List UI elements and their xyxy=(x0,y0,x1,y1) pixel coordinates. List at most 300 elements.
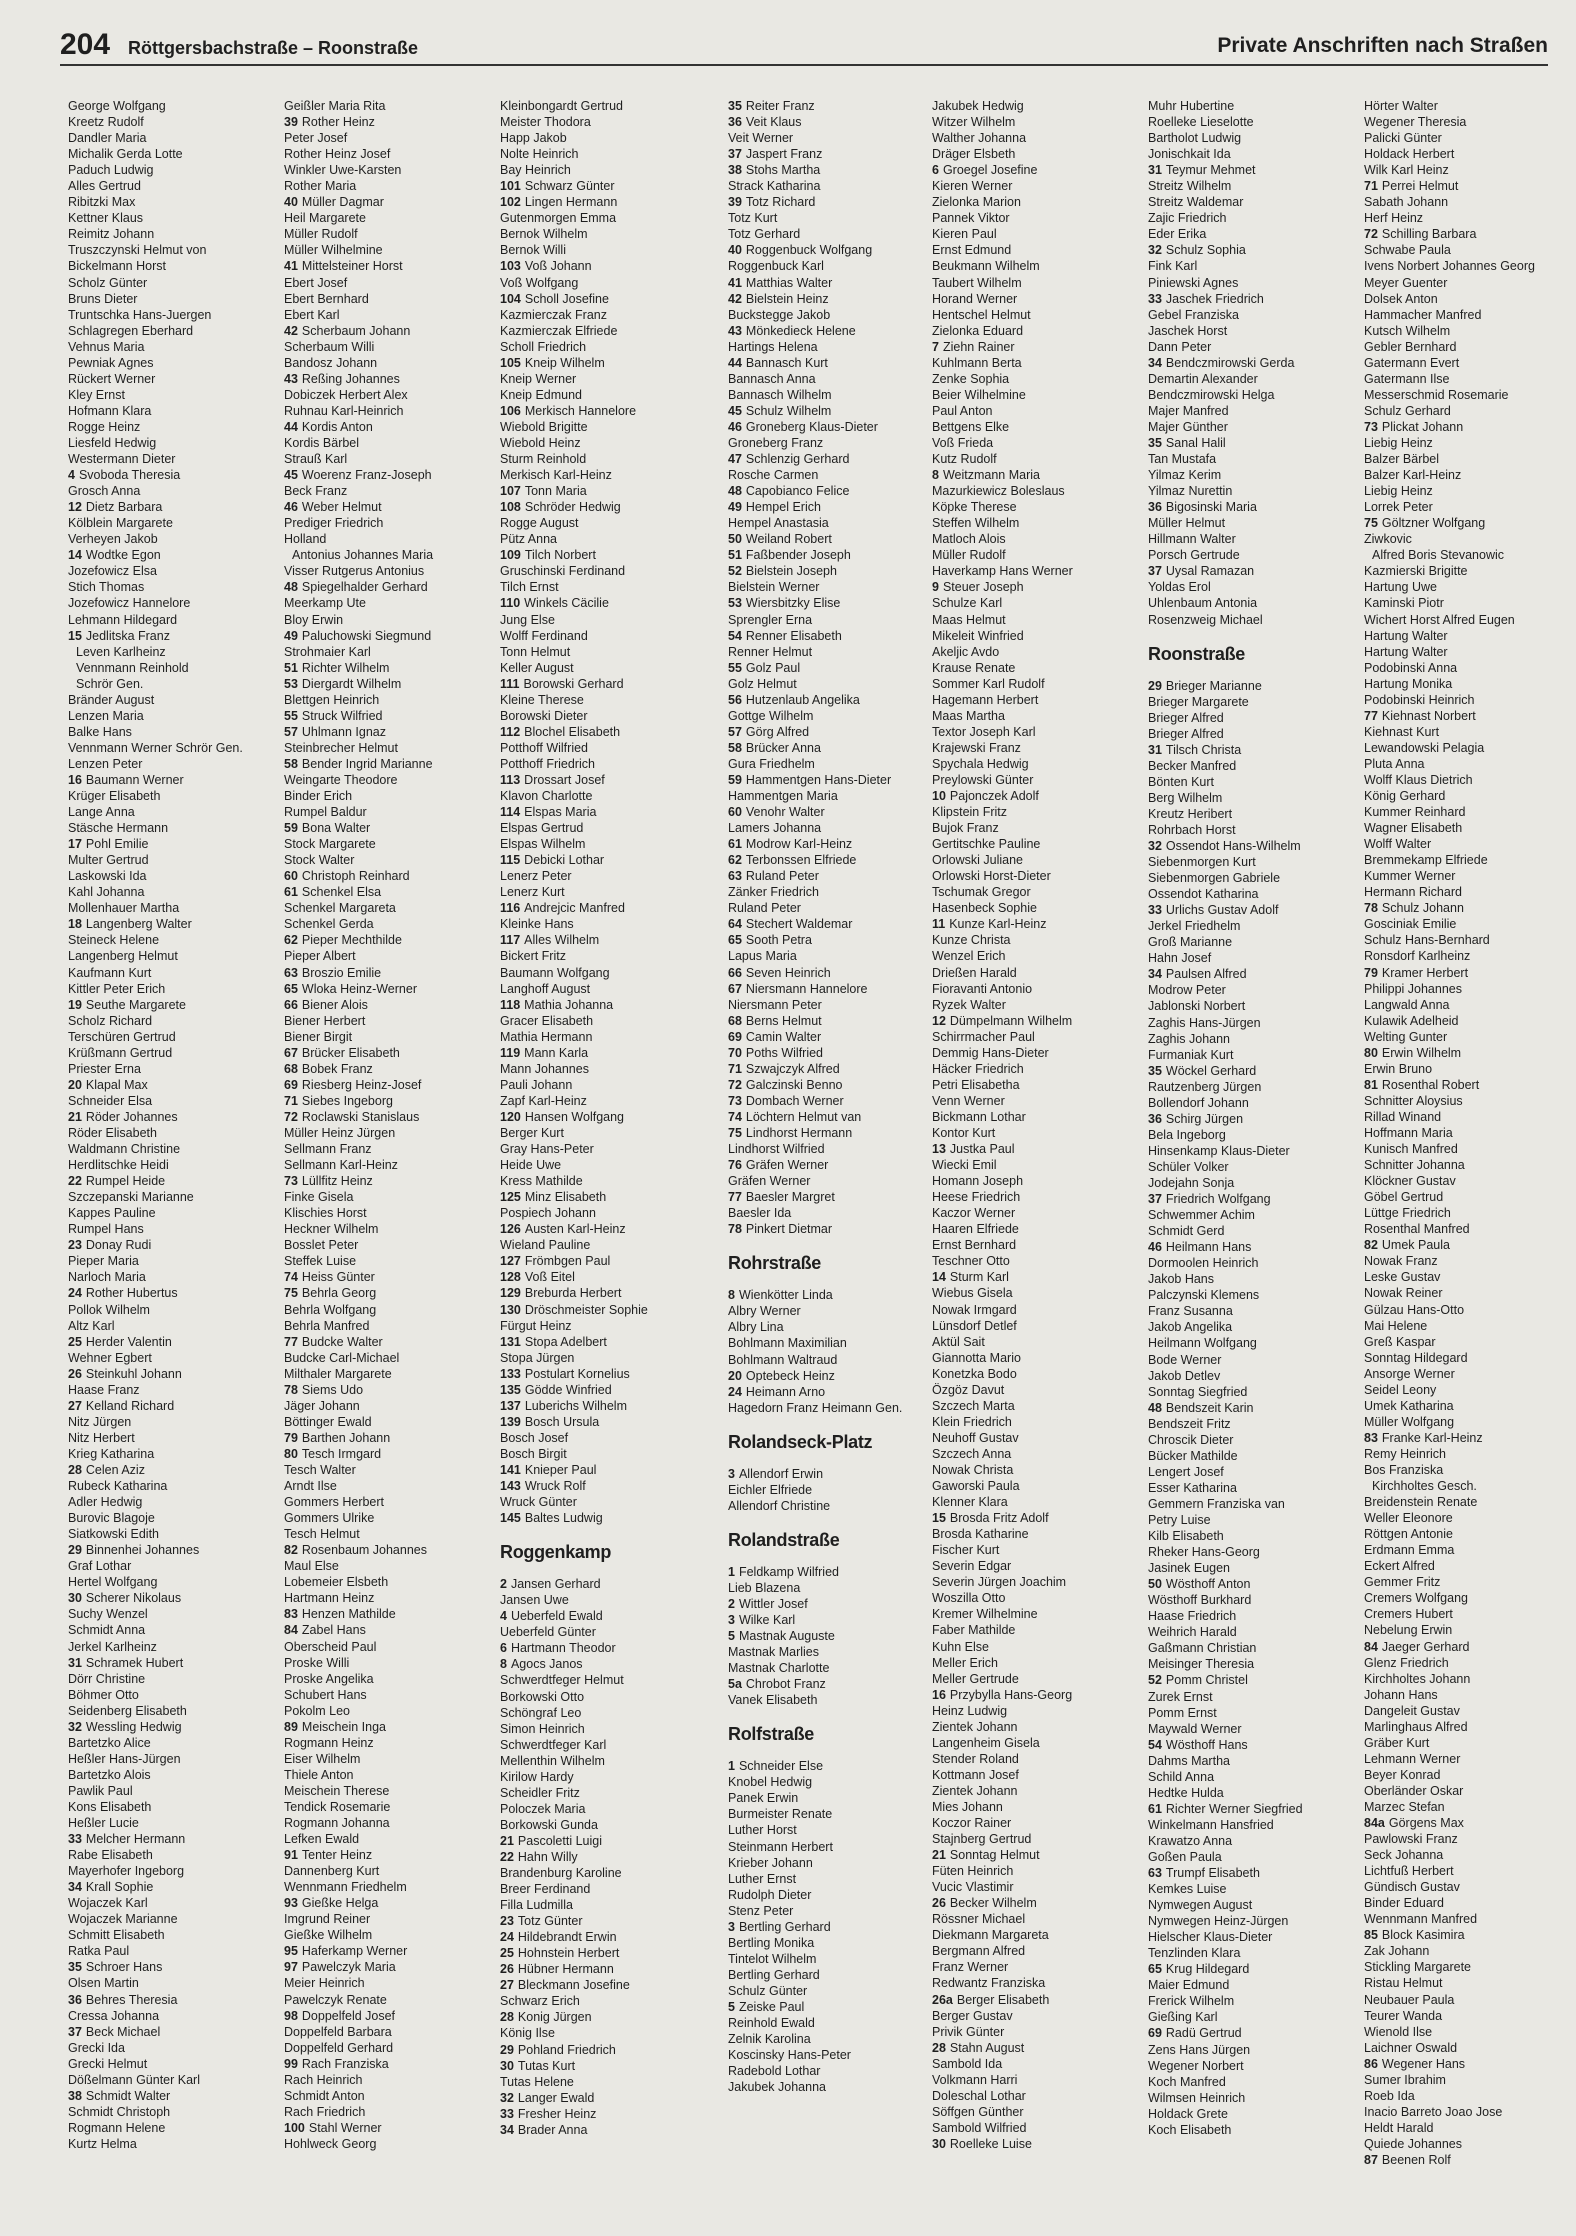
directory-entry xyxy=(68,323,273,339)
directory-entry xyxy=(284,1045,489,1061)
resident-name: Hartung Walter xyxy=(1364,628,1448,643)
directory-entry xyxy=(68,692,273,708)
directory-entry xyxy=(932,1109,1137,1125)
house-number: 48 xyxy=(284,580,298,595)
house-number: 98 xyxy=(284,2008,298,2023)
house-number: 83 xyxy=(1364,1430,1378,1445)
directory-entry xyxy=(1148,210,1353,226)
house-number: 29 xyxy=(1148,678,1162,693)
resident-name: Panek Erwin xyxy=(728,1791,799,1806)
directory-entry xyxy=(1364,1462,1569,1478)
resident-name: Voß Frieda xyxy=(932,435,994,450)
resident-name: Sprengler Erna xyxy=(728,612,813,627)
house-number: 52 xyxy=(1148,1673,1162,1688)
resident-name: Gottge Wilhelm xyxy=(728,708,814,723)
resident-name: Richter Werner Siegfried xyxy=(1165,1801,1303,1816)
resident-name: Spiegelhalder Gerhard xyxy=(301,580,428,595)
directory-entry xyxy=(284,1783,489,1799)
directory-entry xyxy=(68,2120,273,2136)
directory-entry xyxy=(68,1061,273,1077)
resident-name: Lüttge Friedrich xyxy=(1364,1206,1451,1221)
resident-name: Zientek Johann xyxy=(932,1719,1018,1734)
house-number: 82 xyxy=(1364,1238,1378,1253)
house-number: 101 xyxy=(500,179,521,194)
directory-entry xyxy=(728,676,933,692)
directory-entry xyxy=(728,1935,933,1951)
directory-entry xyxy=(1148,146,1353,162)
directory-entry xyxy=(500,162,705,178)
resident-name: Bloy Erwin xyxy=(284,612,344,627)
resident-name: Langer Ewald xyxy=(517,2090,595,2105)
resident-name: Kreutz Heribert xyxy=(1148,806,1233,821)
directory-entry xyxy=(1148,483,1353,499)
resident-name: Wiebold Brigitte xyxy=(500,419,588,434)
directory-entry xyxy=(68,1269,273,1285)
house-number: 111 xyxy=(500,676,520,691)
directory-entry xyxy=(728,1676,933,1692)
resident-name: Philippi Johannes xyxy=(1364,981,1462,996)
directory-entry xyxy=(1148,291,1353,307)
resident-name: Hoffmann Maria xyxy=(1364,1126,1453,1140)
directory-entry xyxy=(68,1895,273,1911)
directory-entry xyxy=(932,1911,1137,1927)
resident-name: Behres Theresia xyxy=(85,1992,178,2007)
directory-entry xyxy=(1364,1366,1569,1382)
directory-entry xyxy=(728,467,933,483)
resident-name: Herder Valentin xyxy=(85,1334,172,1349)
directory-entry xyxy=(932,1847,1137,1863)
house-number: 141 xyxy=(500,1462,521,1477)
house-number: 73 xyxy=(728,1093,742,1108)
directory-entry xyxy=(284,162,489,178)
resident-name: Luther Horst xyxy=(728,1823,797,1838)
resident-name: Borkowski Otto xyxy=(500,1689,585,1704)
resident-name: Heßler Lucie xyxy=(68,1816,139,1831)
resident-name: Greß Kaspar xyxy=(1364,1334,1436,1349)
resident-name: Frömbgen Paul xyxy=(524,1254,611,1269)
house-number: 32 xyxy=(1148,243,1162,258)
directory-entry xyxy=(284,1462,489,1478)
directory-entry xyxy=(284,419,489,435)
house-number: 77 xyxy=(728,1190,742,1205)
directory-entry xyxy=(1148,595,1353,611)
resident-name: Kleinke Hans xyxy=(500,917,574,932)
directory-entry xyxy=(284,1831,489,1847)
directory-entry xyxy=(284,1077,489,1093)
directory-entry xyxy=(1364,1863,1569,1879)
directory-entry xyxy=(728,836,933,852)
resident-name: Demmig Hans-Dieter xyxy=(932,1045,1049,1060)
directory-entry xyxy=(500,275,705,291)
house-number: 58 xyxy=(284,756,298,771)
resident-name: Esser Katharina xyxy=(1148,1480,1237,1495)
directory-entry xyxy=(1148,1287,1353,1303)
resident-name: Modrow Karl-Heinz xyxy=(745,837,853,852)
directory-entry xyxy=(728,1855,933,1871)
resident-name: Meischein Inga xyxy=(301,1719,386,1734)
directory-entry xyxy=(728,788,933,804)
directory-entry xyxy=(1148,1496,1353,1512)
directory-entry xyxy=(1364,2104,1569,2120)
resident-name: Haaren Elfriede xyxy=(932,1222,1019,1237)
directory-entry xyxy=(932,1430,1137,1446)
resident-name: Schenkel Margareta xyxy=(284,901,396,916)
resident-name: Hammentgen Maria xyxy=(728,789,838,804)
house-number: 32 xyxy=(68,1719,82,1734)
resident-name: Galczinski Benno xyxy=(745,1077,843,1092)
house-number: 13 xyxy=(932,1142,946,1157)
house-number: 97 xyxy=(284,1960,298,1975)
directory-entry xyxy=(1364,1687,1569,1703)
resident-name: Groneberg Klaus-Dieter xyxy=(745,419,878,434)
resident-name: Lehmann Hildegard xyxy=(68,612,178,627)
resident-name: Stenz Peter xyxy=(728,1903,794,1918)
resident-name: Homann Joseph xyxy=(932,1174,1024,1189)
directory-entry xyxy=(500,1656,705,1672)
resident-name: Faber Mathilde xyxy=(932,1623,1016,1638)
directory-entry xyxy=(932,1302,1137,1318)
directory-entry xyxy=(932,1992,1137,2008)
directory-entry xyxy=(1148,1480,1353,1496)
resident-name: Kummer Reinhard xyxy=(1364,805,1466,820)
directory-entry xyxy=(68,1157,273,1173)
directory-entry xyxy=(500,2122,705,2138)
directory-entry xyxy=(728,1157,933,1173)
directory-entry xyxy=(932,1526,1137,1542)
house-number: 15 xyxy=(68,628,82,643)
resident-name: Schöngraf Leo xyxy=(500,1705,582,1720)
resident-name: Geißler Maria Rita xyxy=(284,99,386,113)
directory-entry xyxy=(728,547,933,563)
directory-entry xyxy=(728,2063,933,2079)
directory-entry xyxy=(1364,114,1569,130)
resident-name: Ruland Peter xyxy=(728,901,801,916)
house-number: 47 xyxy=(728,452,742,467)
directory-entry xyxy=(728,756,933,772)
directory-entry xyxy=(284,1992,489,2008)
resident-name: Gray Hans-Peter xyxy=(500,1142,594,1157)
directory-entry xyxy=(1148,307,1353,323)
directory-entry xyxy=(68,258,273,274)
directory-entry xyxy=(932,612,1137,628)
directory-entry xyxy=(500,258,705,274)
directory-entry xyxy=(284,724,489,740)
resident-name: Paul Anton xyxy=(932,403,993,418)
directory-entry xyxy=(932,2104,1137,2120)
resident-name: Seuthe Margarete xyxy=(85,997,186,1012)
directory-entry xyxy=(1148,1689,1353,1705)
directory-entry xyxy=(932,852,1137,868)
directory-entry xyxy=(500,965,705,981)
directory-entry xyxy=(1148,387,1353,403)
house-number: 119 xyxy=(500,1045,521,1060)
house-number: 12 xyxy=(68,500,82,515)
directory-entry xyxy=(932,1494,1137,1510)
resident-name: Scholz Günter xyxy=(68,275,148,290)
resident-name: Berns Helmut xyxy=(745,1013,822,1028)
resident-name: Lengert Josef xyxy=(1148,1464,1224,1479)
directory-entry xyxy=(500,467,705,483)
resident-name: Schirg Jürgen xyxy=(1165,1111,1244,1126)
resident-name: Kettner Klaus xyxy=(68,211,144,226)
house-number: 78 xyxy=(284,1382,298,1397)
resident-name: Jakob Angelika xyxy=(1148,1320,1233,1335)
resident-name: Albry Werner xyxy=(728,1304,801,1319)
resident-name: Porsch Gertrude xyxy=(1148,548,1240,563)
resident-name: Totz Günter xyxy=(517,1914,583,1929)
resident-name: Schlenzig Gerhard xyxy=(745,452,850,467)
directory-entry xyxy=(932,1269,1137,1285)
house-number: 91 xyxy=(284,1848,298,1863)
resident-name: Kilb Elisabeth xyxy=(1148,1529,1224,1544)
directory-entry xyxy=(1364,579,1569,595)
directory-entry xyxy=(1364,1029,1569,1045)
resident-name: Kordis Anton xyxy=(301,419,373,434)
directory-entry xyxy=(500,1817,705,1833)
directory-entry xyxy=(500,371,705,387)
directory-entry xyxy=(68,2136,273,2152)
directory-entry xyxy=(932,1879,1137,1895)
resident-name: Dräger Elsbeth xyxy=(932,147,1016,162)
directory-entry xyxy=(1364,1671,1569,1687)
directory-entry xyxy=(1148,1977,1353,1993)
resident-name: Finke Gisela xyxy=(284,1190,354,1205)
directory-entry xyxy=(1364,387,1569,403)
directory-entry xyxy=(728,692,933,708)
resident-name: Baltes Ludwig xyxy=(524,1511,603,1526)
directory-entry xyxy=(932,692,1137,708)
resident-name: Jakob Hans xyxy=(1148,1272,1215,1287)
resident-name: Antonius Johannes Maria xyxy=(292,548,434,563)
directory-entry xyxy=(68,275,273,291)
directory-entry xyxy=(1364,2072,1569,2088)
resident-name: Balke Hans xyxy=(68,724,132,739)
resident-name: Krawatzo Anna xyxy=(1148,1833,1233,1848)
house-number: 72 xyxy=(728,1077,742,1092)
directory-entry xyxy=(500,1785,705,1801)
house-number: 80 xyxy=(284,1446,298,1461)
resident-name: Bohlmann Maximilian xyxy=(728,1336,847,1351)
resident-name: Doppelfeld Gerhard xyxy=(284,2040,394,2055)
house-number: 28 xyxy=(500,2010,514,2025)
directory-entry xyxy=(728,1368,933,1384)
directory-entry xyxy=(1148,1560,1353,1576)
directory-entry xyxy=(1364,515,1569,531)
resident-name: Podobinski Anna xyxy=(1364,660,1458,675)
directory-entry xyxy=(1148,950,1353,966)
directory-entry xyxy=(1364,2040,1569,2056)
directory-entry xyxy=(932,1350,1137,1366)
directory-entry xyxy=(1148,339,1353,355)
directory-entry xyxy=(1148,790,1353,806)
house-number: 9 xyxy=(932,580,939,595)
resident-name: Zak Johann xyxy=(1364,1944,1430,1959)
directory-entry xyxy=(932,1927,1137,1943)
house-number: 69 xyxy=(1148,2026,1162,2041)
resident-name: Venohr Walter xyxy=(745,805,825,820)
resident-name: Mies Johann xyxy=(932,1799,1003,1814)
resident-name: Hagemann Herbert xyxy=(932,692,1039,707)
resident-name: Heckner Wilhelm xyxy=(284,1222,379,1237)
directory-entry xyxy=(932,1655,1137,1671)
directory-entry xyxy=(68,467,273,483)
directory-entry xyxy=(1148,1656,1353,1672)
resident-name: Umek Katharina xyxy=(1364,1398,1454,1413)
directory-entry xyxy=(284,1655,489,1671)
resident-name: Tilch Norbert xyxy=(524,548,596,563)
directory-entry xyxy=(1148,1031,1353,1047)
directory-entry xyxy=(1148,1063,1353,1079)
resident-name: Preylowski Günter xyxy=(932,772,1034,787)
directory-entry xyxy=(728,162,933,178)
resident-name: Beier Wilhelmine xyxy=(932,387,1026,402)
resident-name: Röttgen Antonie xyxy=(1364,1527,1453,1542)
resident-name: Hahn Josef xyxy=(1148,951,1212,966)
directory-entry xyxy=(1148,982,1353,998)
resident-name: Heide Uwe xyxy=(500,1158,562,1173)
directory-entry xyxy=(284,1590,489,1606)
directory-entry xyxy=(500,242,705,258)
directory-entry xyxy=(728,1887,933,1903)
directory-entry xyxy=(284,981,489,997)
resident-name: Streitz Waldemar xyxy=(1148,195,1244,210)
resident-name: Hillmann Walter xyxy=(1148,532,1236,547)
directory-entry xyxy=(68,1943,273,1959)
page-header xyxy=(60,24,1548,66)
directory-entry xyxy=(68,724,273,740)
directory-entry xyxy=(1148,966,1353,982)
resident-name: Zielonka Marion xyxy=(932,195,1021,210)
resident-name: Blettgen Heinrich xyxy=(284,692,380,707)
resident-name: Erdmann Emma xyxy=(1364,1543,1455,1558)
page-number: 204 xyxy=(60,28,111,61)
directory-entry xyxy=(932,291,1137,307)
directory-entry xyxy=(68,1414,273,1430)
resident-name: Lobemeier Elsbeth xyxy=(284,1575,389,1590)
resident-name: Gündisch Gustav xyxy=(1364,1880,1460,1895)
resident-name: Hinsenkamp Klaus-Dieter xyxy=(1148,1143,1290,1158)
resident-name: Lenzen Peter xyxy=(68,756,143,771)
resident-name: Golz Paul xyxy=(745,660,801,675)
directory-entry xyxy=(68,965,273,981)
resident-name: Rumpel Baldur xyxy=(284,805,367,820)
directory-entry xyxy=(68,146,273,162)
directory-entry xyxy=(728,724,933,740)
house-number: 51 xyxy=(728,548,742,563)
directory-entry xyxy=(932,595,1137,611)
resident-name: Holdack Grete xyxy=(1148,2106,1228,2121)
resident-name: Rach Friedrich xyxy=(284,2104,366,2119)
directory-entry xyxy=(68,997,273,1013)
directory-entry xyxy=(728,1173,933,1189)
directory-entry xyxy=(1148,1255,1353,1271)
directory-entry xyxy=(68,820,273,836)
directory-entry xyxy=(1364,1446,1569,1462)
directory-entry xyxy=(1364,997,1569,1013)
resident-name: Mikeleit Winfried xyxy=(932,628,1024,643)
house-number: 71 xyxy=(728,1061,742,1076)
directory-entry xyxy=(284,323,489,339)
resident-name: Ueberfeld Günter xyxy=(500,1625,596,1640)
house-number: 24 xyxy=(68,1286,82,1301)
resident-name: Jaschek Horst xyxy=(1148,323,1228,338)
resident-name: Agocs Janos xyxy=(510,1657,583,1672)
directory-entry xyxy=(1364,435,1569,451)
resident-name: Wiecki Emil xyxy=(932,1158,997,1173)
resident-name: Szczech Anna xyxy=(932,1446,1012,1461)
house-number: 5a xyxy=(728,1677,742,1692)
house-number: 84a xyxy=(1364,1816,1385,1831)
directory-entry xyxy=(932,258,1137,274)
resident-name: Holland xyxy=(284,532,327,547)
resident-name: Sambold Ida xyxy=(932,2056,1003,2071)
house-number: 131 xyxy=(500,1334,521,1349)
directory-entry xyxy=(68,1302,273,1318)
house-number: 33 xyxy=(1148,291,1162,306)
resident-name: Tesch Irmgard xyxy=(301,1446,382,1461)
resident-name: Wienold Ilse xyxy=(1364,2024,1433,2039)
directory-entry xyxy=(728,291,933,307)
resident-name: Schramek Hubert xyxy=(85,1655,184,1670)
resident-name: Schmitt Elisabeth xyxy=(68,1928,165,1943)
resident-name: Gura Friedhelm xyxy=(728,756,815,771)
directory-entry xyxy=(284,852,489,868)
resident-name: Müller Wilhelmine xyxy=(284,243,383,258)
directory-entry xyxy=(68,1398,273,1414)
directory-entry xyxy=(1364,676,1569,692)
resident-name: Heiss Günter xyxy=(301,1270,375,1285)
resident-name: Gruschinski Ferdinand xyxy=(500,564,626,579)
resident-name: Renner Elisabeth xyxy=(745,628,842,643)
directory-entry xyxy=(500,547,705,563)
directory-entry xyxy=(284,1767,489,1783)
directory-entry xyxy=(932,1077,1137,1093)
resident-name: Demartin Alexander xyxy=(1148,371,1258,386)
directory-entry xyxy=(1148,2090,1353,2106)
directory-entry xyxy=(500,2025,705,2041)
house-number: 4 xyxy=(500,1609,507,1624)
resident-name: Pauli Johann xyxy=(500,1077,573,1092)
resident-name: Albry Lina xyxy=(728,1320,784,1335)
directory-entry xyxy=(728,1077,933,1093)
directory-entry xyxy=(1364,740,1569,756)
resident-name: Schmidt Anna xyxy=(68,1623,146,1638)
resident-name: Postulart Kornelius xyxy=(524,1366,630,1381)
resident-name: Heinz Ludwig xyxy=(932,1703,1008,1718)
resident-name: Laichner Oswald xyxy=(1364,2040,1458,2055)
directory-entry xyxy=(284,1911,489,1927)
resident-name: Bleckmann Josefine xyxy=(517,1978,630,1993)
resident-name: Goßen Paula xyxy=(1148,1849,1222,1864)
resident-name: Hempel Erich xyxy=(745,500,821,515)
resident-name: Bremmekamp Elfriede xyxy=(1364,853,1488,868)
resident-name: Klipstein Fritz xyxy=(932,805,1008,820)
directory-entry xyxy=(1364,1959,1569,1975)
resident-name: Klein Friedrich xyxy=(932,1414,1012,1429)
directory-entry xyxy=(68,740,273,756)
resident-name: Gommers Herbert xyxy=(284,1495,385,1510)
resident-name: Wruck Rolf xyxy=(524,1479,586,1494)
house-number: 44 xyxy=(284,419,298,434)
resident-name: Mann Johannes xyxy=(500,1061,589,1076)
directory-entry xyxy=(284,965,489,981)
resident-name: Majer Manfred xyxy=(1148,403,1229,418)
directory-entry xyxy=(932,2072,1137,2088)
directory-entry xyxy=(284,1622,489,1638)
resident-name: Zielonka Eduard xyxy=(932,323,1024,338)
house-number: 41 xyxy=(284,259,298,274)
directory-entry xyxy=(932,1719,1137,1735)
